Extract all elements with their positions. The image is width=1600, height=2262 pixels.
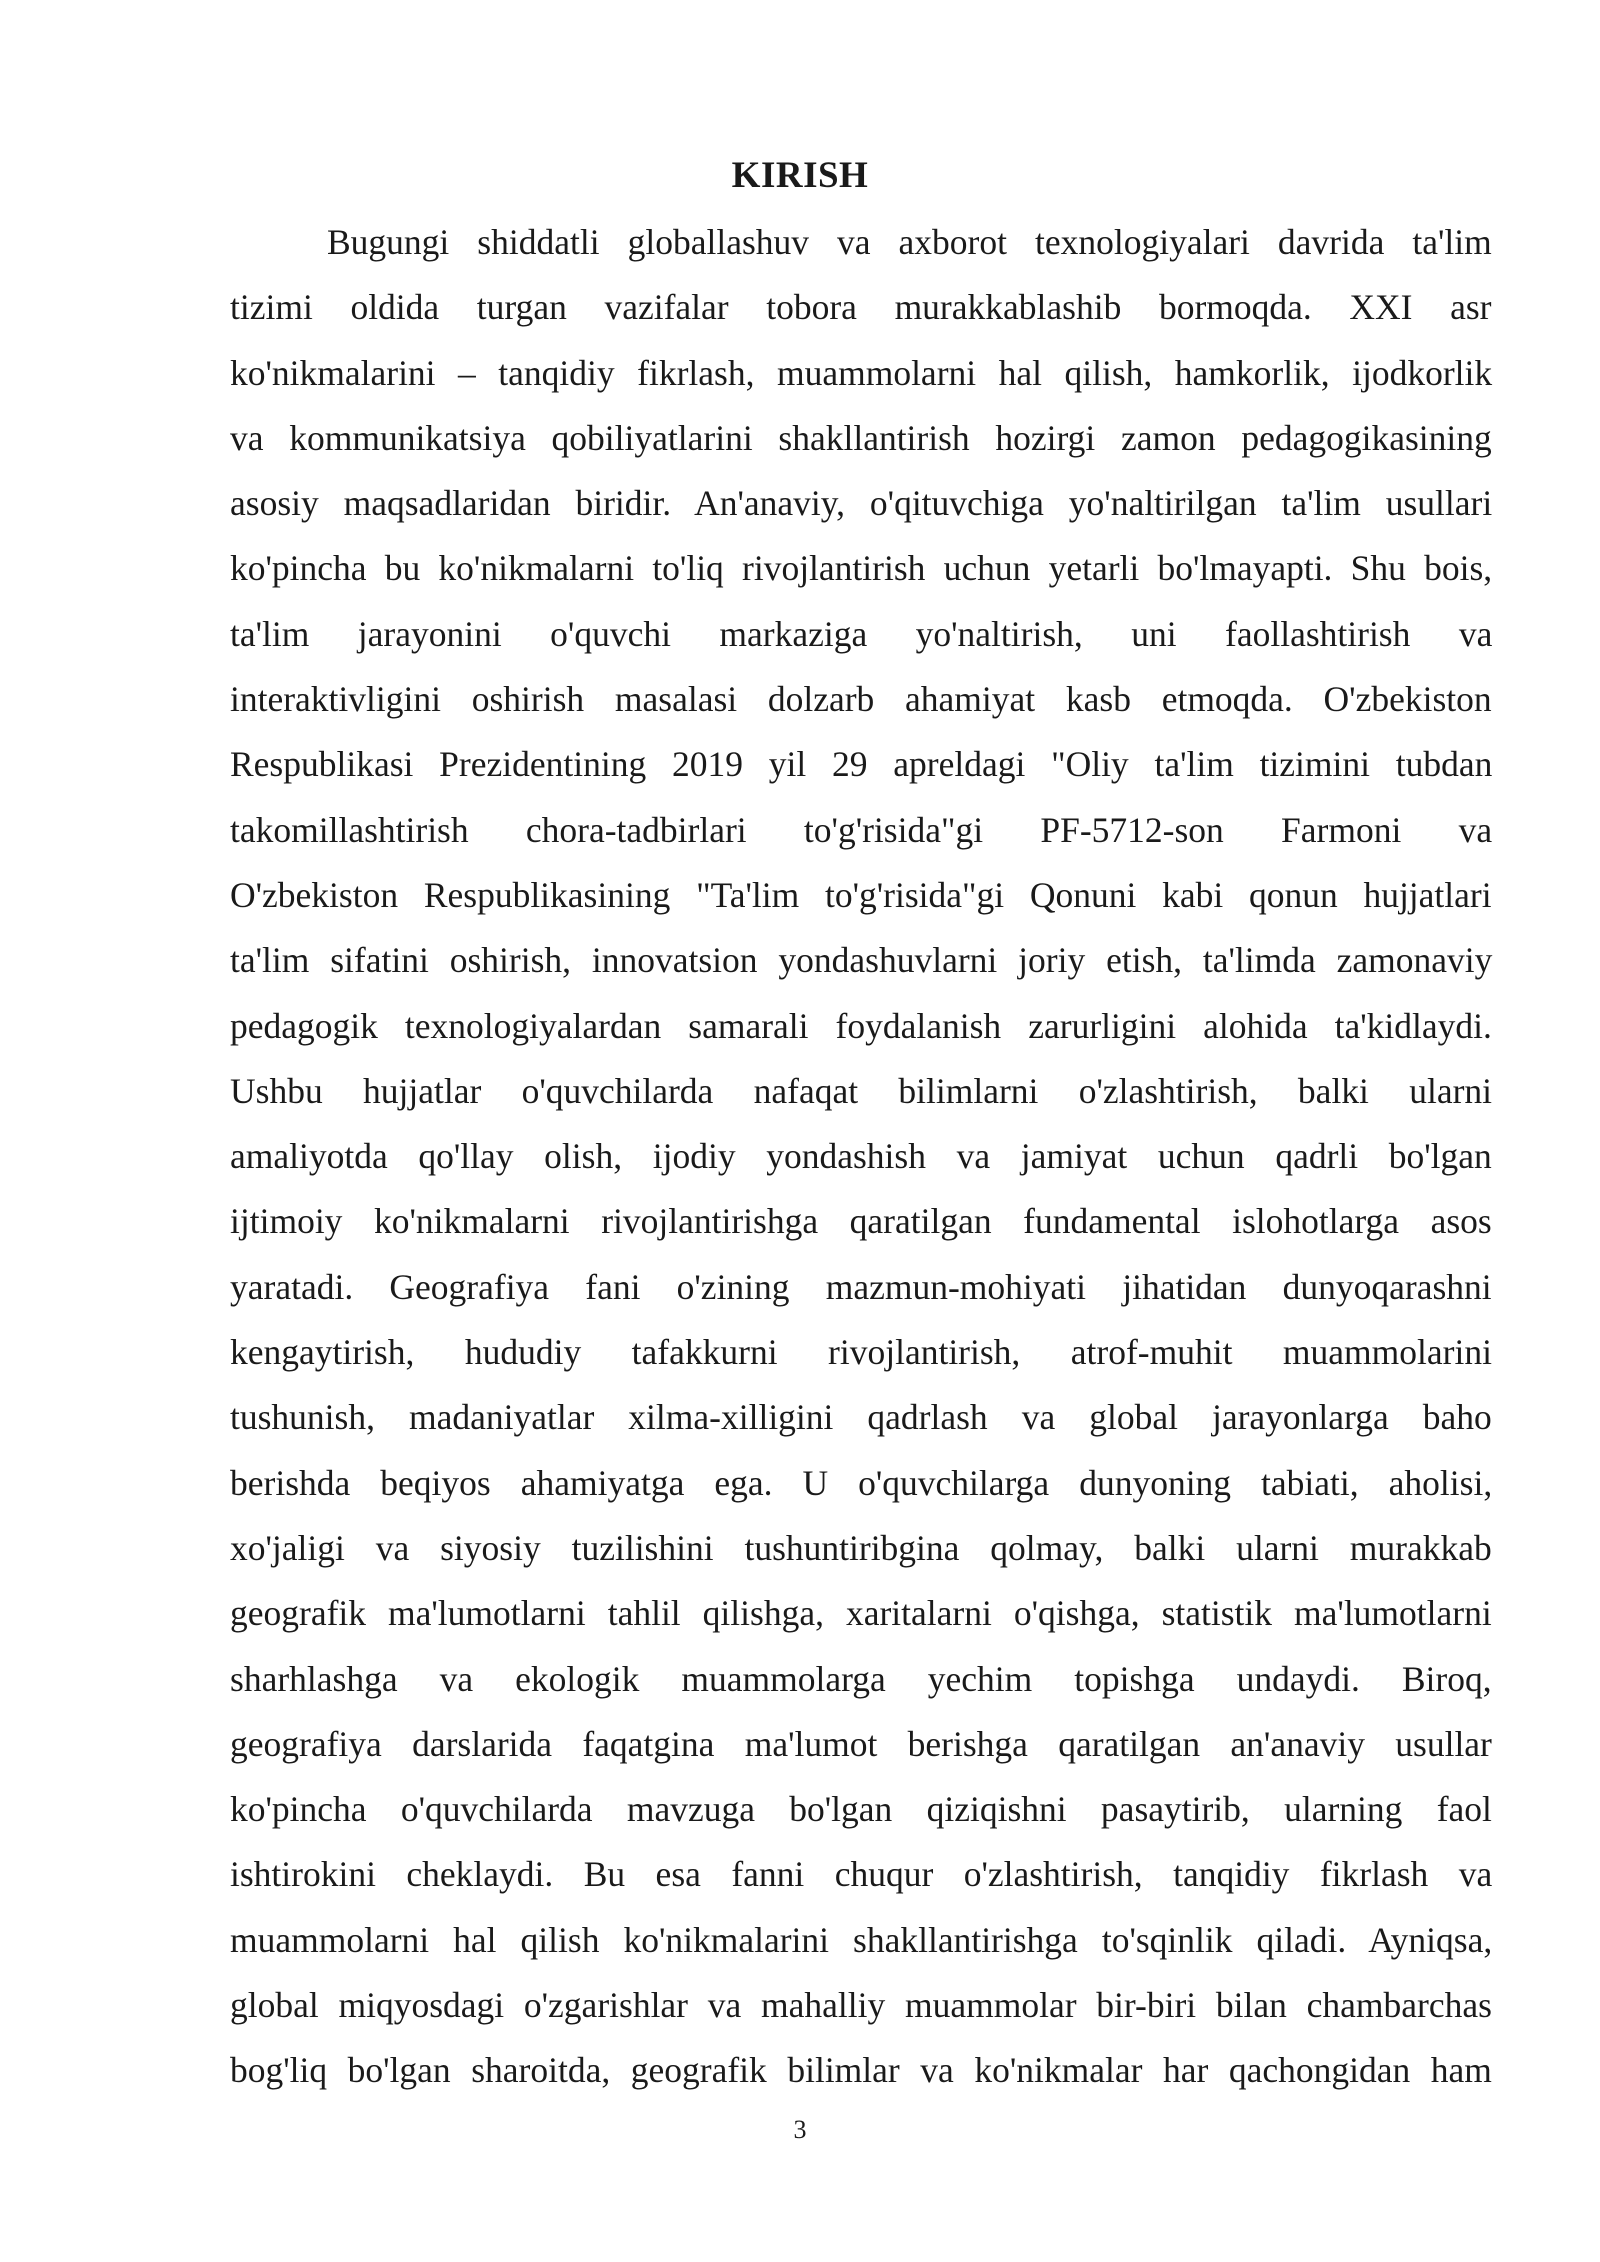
text-line: ko'nikmalarini – tanqidiy fikrlash, muammolarni hal qilish, hamkorlik, ijodkorlik xyxy=(230,352,1493,393)
text-line: muammolarni hal qilish ko'nikmalarini shakllantirishga to'sqinlik qiladi. Ayniqsa, xyxy=(230,1919,1493,1960)
body-paragraph xyxy=(230,210,1492,2104)
text-line: ta'lim jarayonini o'quvchi markaziga yo'naltirish, uni faollashtirish va xyxy=(230,613,1493,654)
text-line: va kommunikatsiya qobiliyatlarini shakllantirish hozirgi zamon pedagogikasining xyxy=(230,417,1492,458)
section-heading: KIRISH xyxy=(731,155,869,196)
text-line: pedagogik texnologiyalardan samarali foydalanish zarurligini alohida ta'kidlaydi. xyxy=(230,1005,1492,1046)
text-line: interaktivligini oshirish masalasi dolzarb ahamiyat kasb etmoqda. O'zbekiston xyxy=(230,679,1492,720)
text-line: amaliyotda qo'llay olish, ijodiy yondashish va jamiyat uchun qadrli bo'lgan xyxy=(230,1136,1492,1177)
text-line: global miqyosdagi o'zgarishlar va mahalliy muammolar bir-biri bilan chambarchas xyxy=(230,1985,1492,2026)
text-line: asosiy maqsadlaridan biridir. An'anaviy, o'qituvchiga yo'naltirilgan ta'lim usullari xyxy=(230,483,1493,524)
text-line: xo'jaligi va siyosiy tuzilishini tushuntiribgina qolmay, balki ularni murakkab xyxy=(230,1527,1492,1568)
text-line: ta'lim sifatini oshirish, innovatsion yondashuvlarni joriy etish, ta'limda zamonaviy xyxy=(230,940,1493,981)
text-line: Ushbu hujjatlar o'quvchilarda nafaqat bilimlarni o'zlashtirish, balki ularni xyxy=(230,1070,1493,1111)
text-line: kengaytirish, hududiy tafakkurni rivojlantirish, atrof-muhit muammolarini xyxy=(230,1332,1492,1373)
text-line: yaratadi. Geografiya fani o'zining mazmun-mohiyati jihatidan dunyoqarashni xyxy=(230,1266,1492,1307)
text-line: berishda beqiyos ahamiyatga ega. U o'quvchilarga dunyoning tabiati, aholisi, xyxy=(230,1462,1493,1503)
text-line: geografik ma'lumotlarni tahlil qilishga, xaritalarni o'qishga, statistik ma'lumotlarni xyxy=(230,1593,1492,1634)
text-line: Respublikasi Prezidentining 2019 yil 29 apreldagi "Oliy ta'lim tizimini tubdan xyxy=(230,744,1493,785)
text-line: O'zbekiston Respublikasining "Ta'lim to'g'risida"gi Qonuni kabi qonun hujjatlari xyxy=(230,874,1492,915)
text-line: tushunish, madaniyatlar xilma-xilligini qadrlash va global jarayonlarga baho xyxy=(230,1397,1492,1438)
text-line: geografiya darslarida faqatgina ma'lumot berishga qaratilgan an'anaviy usullar xyxy=(230,1723,1492,1764)
text-line: ko'pincha bu ko'nikmalarni to'liq rivojlantirish uchun yetarli bo'lmayapti. Shu bois, xyxy=(230,548,1493,589)
text-line: sharhlashga va ekologik muammolarga yechim topishga undaydi. Biroq, xyxy=(230,1658,1492,1699)
text-line: Bugungi shiddatli globallashuv va axborot texnologiyalari davrida ta'lim xyxy=(327,222,1492,262)
text-line: ijtimoiy ko'nikmalarni rivojlantirishga qaratilgan fundamental islohotlarga asos xyxy=(230,1201,1492,1242)
text-line: bog'liq bo'lgan sharoitda, geografik bilimlar va ko'nikmalar har qachongidan ham xyxy=(230,2050,1492,2091)
text-line: takomillashtirish chora-tadbirlari to'g'risida"gi PF-5712-son Farmoni va xyxy=(230,809,1493,850)
text-line: ishtirokini cheklaydi. Bu esa fanni chuqur o'zlashtirish, tanqidiy fikrlash va xyxy=(230,1854,1493,1895)
page-number: 3 xyxy=(793,2115,807,2144)
text-line: ko'pincha o'quvchilarda mavzuga bo'lgan qiziqishni pasaytirib, ularning faol xyxy=(230,1789,1492,1830)
text-line: tizimi oldida turgan vazifalar tobora murakkablashib bormoqda. XXI asr xyxy=(230,287,1492,328)
